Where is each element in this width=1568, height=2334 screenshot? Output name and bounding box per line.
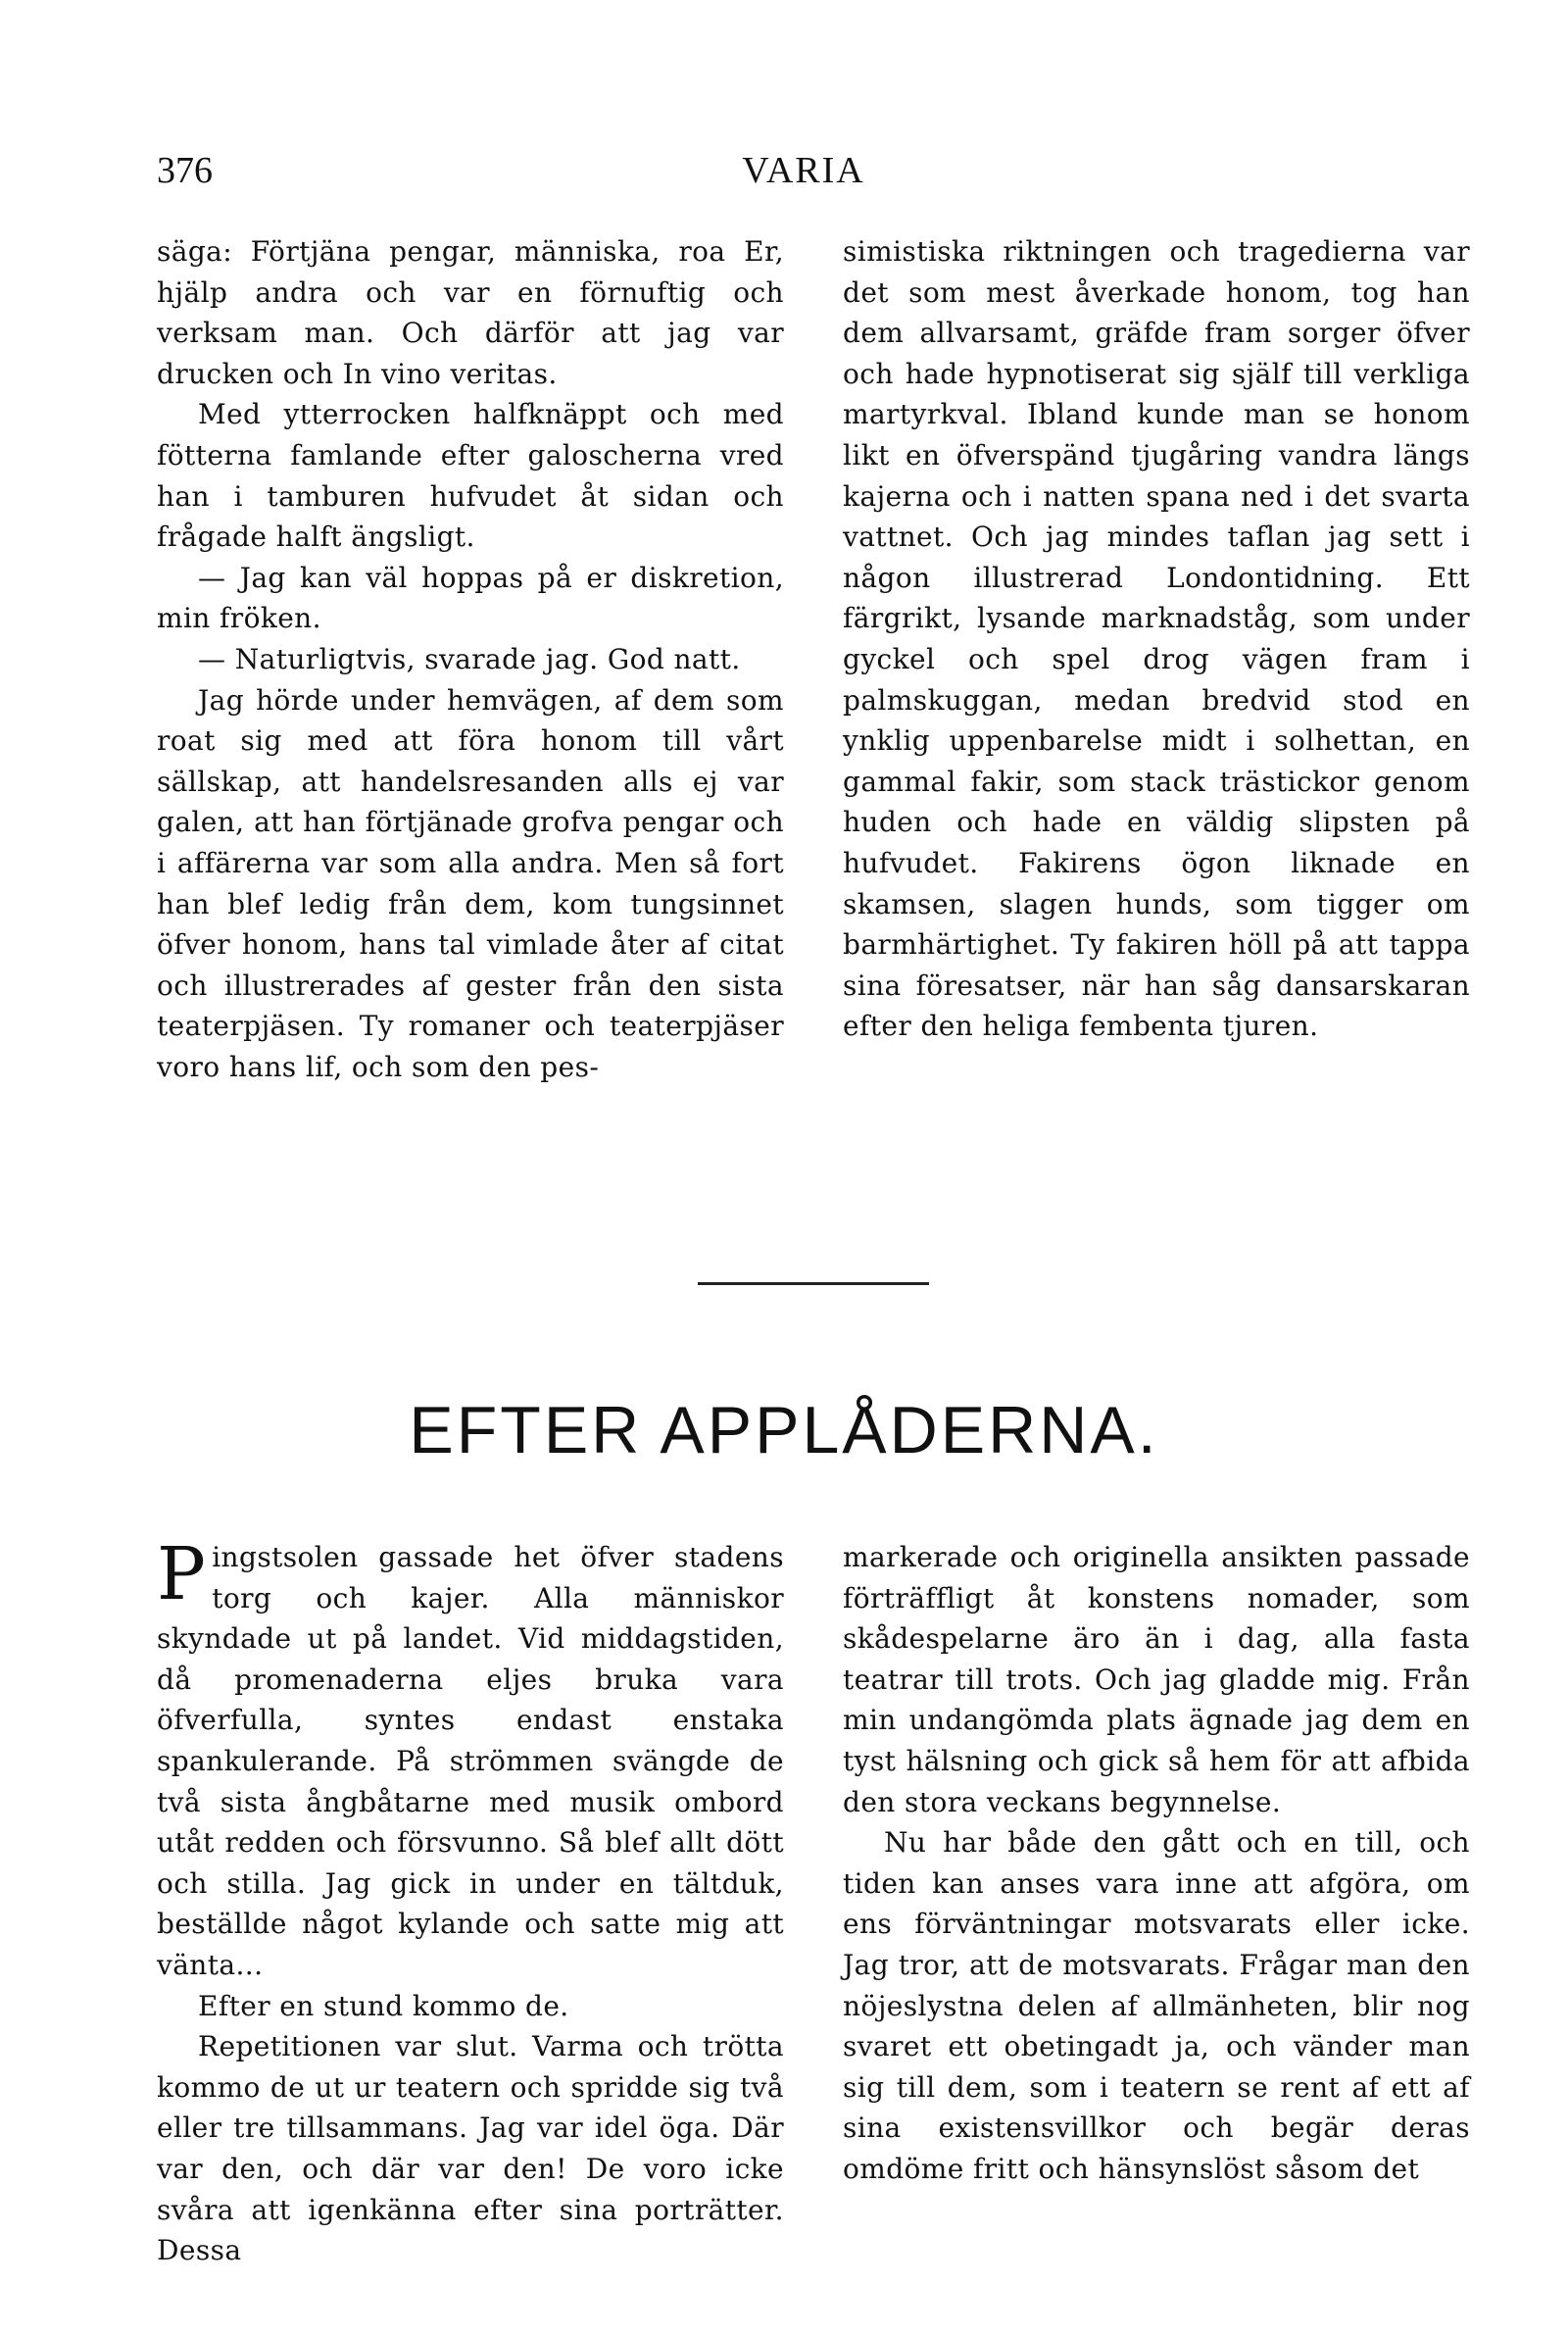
drop-cap: P: [157, 1532, 207, 1616]
opening-text: ingstsolen gassade het öfver stadens torg och kajer. Alla människor skyndade ut på landet. Vid middagstiden, då promenaderna eljes bruka vara öfverfulla, syntes endast enstaka spankulerande. På strömmen svängde de två sista ångbåtarne med musik ombord utåt redden och försvunno. Så blef allt dött och stilla. Jag gick in under en tältduk, beställde något kylande och satte mig att vänta...: [157, 1541, 784, 1981]
column-top-left: [157, 231, 784, 1087]
paragraph-opening: [157, 1532, 784, 1986]
column-bottom-left: [157, 1532, 784, 2271]
column-top-right: [843, 231, 1470, 1047]
paragraph: Efter en stund kommo de.: [198, 1989, 569, 2022]
paragraph: — Naturligtvis, svarade jag. God natt.: [198, 642, 741, 675]
paragraph: simistiska riktningen och tragedierna var det som mest åverkade honom, tog han dem allvarsamt, gräfde fram sorger öfver och hade hypnotiserat sig själf till verkliga martyrkval. Ibland kunde man se honom likt en öfverspänd tjugåring vandra längs kajerna och i natten spana ned i det svarta vattnet. Och jag mindes taflan jag sett i någon illustrerad Londontidning. Ett färgrikt, lysande marknadståg, som under gyckel och spel drog vägen fram i palmskuggan, medan bredvid stod en ynklig uppenbarelse midt i solhettan, en gammal fakir, som stack trästickor genom huden och hade en väldig slipsten på hufvudet. Fakirens ögon liknade en skamsen, slagen hunds, som tigger om barmhärtighet. Ty fakiren höll på att tappa sina föresatser, när han såg dansarskaran efter den heliga fembenta tjuren.: [843, 235, 1470, 1043]
running-head: VARIA: [742, 150, 865, 191]
paragraph: Med ytterrocken halfknäppt och med fötterna famlande efter galoscherna vred han i tamburen hufvudet åt sidan och frågade halft ängsligt.: [157, 398, 784, 554]
article-title: EFTER APPLÅDERNA.: [409, 1393, 1159, 1467]
page-number: 376: [157, 150, 213, 191]
column-bottom-right: [843, 1537, 1470, 2190]
paragraph: — Jag kan väl hoppas på er diskretion, min fröken.: [157, 561, 784, 635]
paragraph: Repetitionen var slut. Varma och trötta kommo de ut ur teatern och spridde sig två eller tre tillsammans. Jag var idel öga. Där var den, och där var den! De voro icke svåra att igenkänna efter sina porträtter. Dessa: [157, 2030, 784, 2267]
paragraph: säga: Förtjäna pengar, människa, roa Er, hjälp andra och var en förnuftig och verksam man. Och därför att jag var drucken och In vino veritas.: [157, 235, 784, 390]
section-divider: [698, 1282, 929, 1285]
paragraph: Nu har både den gått och en till, och tiden kan anses vara inne att afgöra, om ens förväntningar motsvarats eller icke. Jag tror, att de motsvarats. Frågar man den nöjeslystna delen af allmänheten, blir nog svaret ett obetingadt ja, och vänder man sig till dem, som i teatern se rent af ett af sina existensvillkor och begär deras omdöme fritt och hänsynslöst såsom det: [843, 1826, 1470, 2185]
paragraph: Jag hörde under hemvägen, af dem som roat sig med att föra honom till vårt sällskap, att handelsresanden alls ej var galen, att han förtjänade grofva pengar och i affärerna var som alla andra. Men så fort han blef ledig från dem, kom tungsinnet öfver honom, hans tal vimlade åter af citat och illustrerades af gester från den sista teaterpjäsen. Ty romaner och teaterpjäser voro hans lif, och som den pes-: [157, 683, 784, 1083]
paragraph: markerade och originella ansikten passade förträffligt åt konstens nomader, som skådespelarne äro än i dag, alla fasta teatrar till trots. Och jag gladde mig. Från min undangömda plats ägnade jag dem en tyst hälsning och gick så hem för att afbida den stora veckans begynnelse.: [843, 1541, 1470, 1818]
